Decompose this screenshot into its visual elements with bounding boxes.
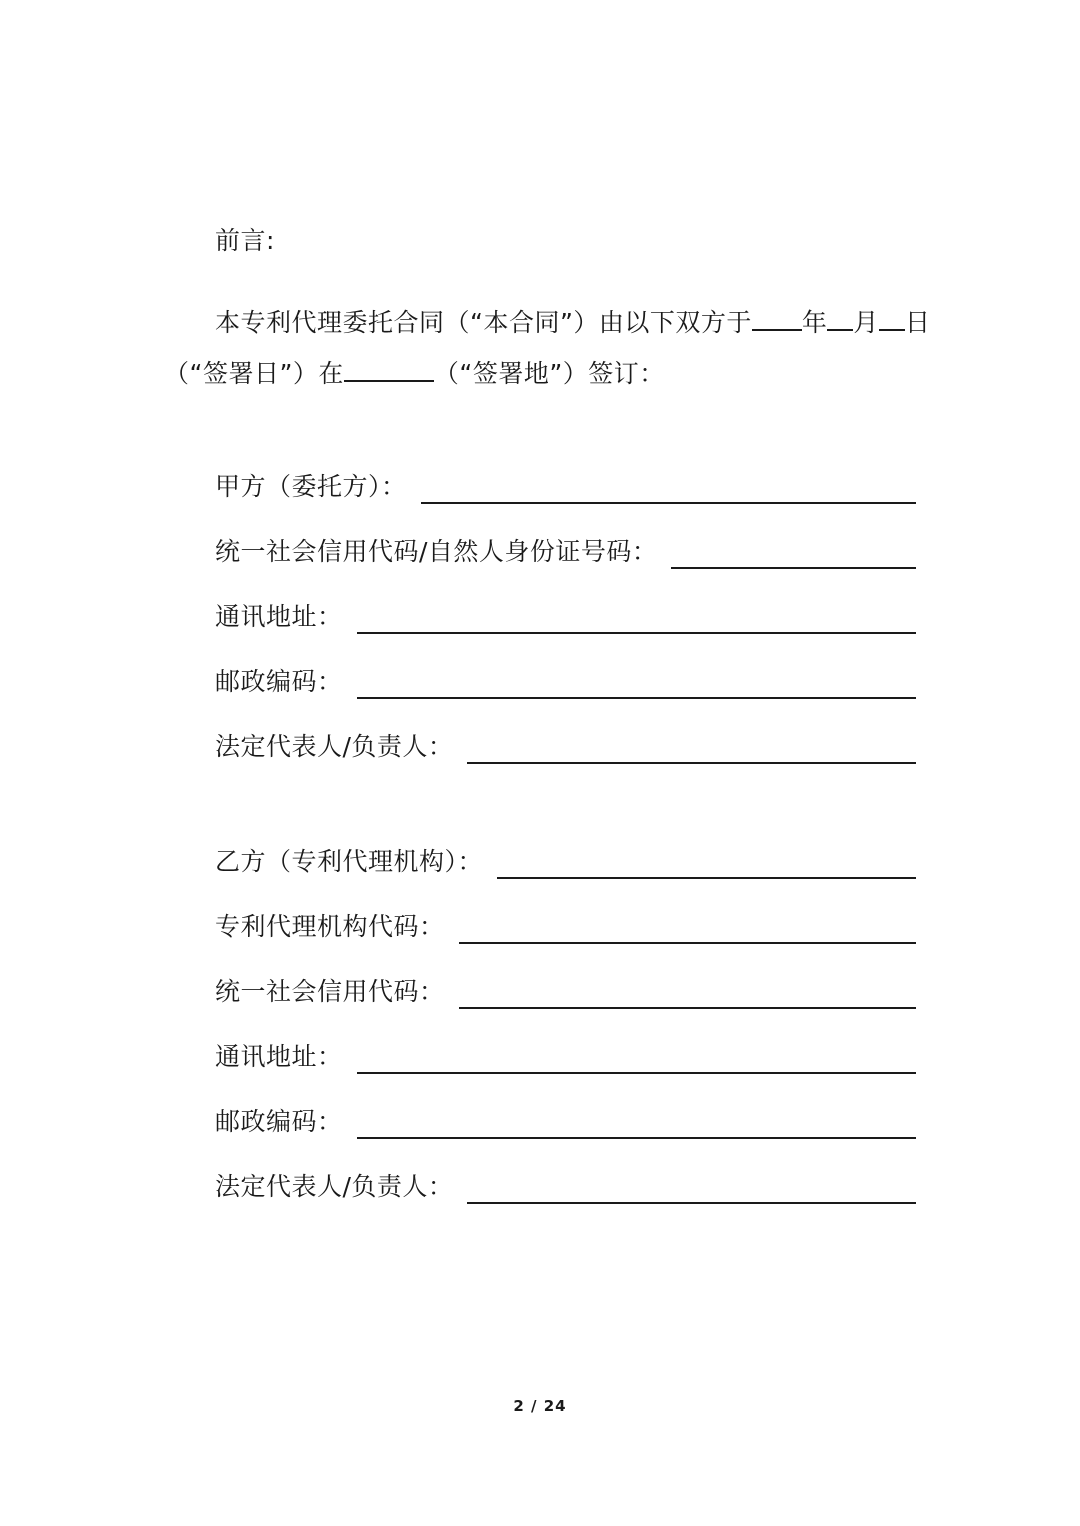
field-label: 甲方（委托方）： bbox=[215, 472, 407, 501]
party-b-name-field bbox=[215, 845, 916, 879]
party-a-representative-field bbox=[215, 730, 916, 764]
field-label: 通讯地址： bbox=[215, 1042, 343, 1071]
year-blank[interactable] bbox=[752, 305, 802, 331]
preface-intro-line-2 bbox=[164, 356, 665, 391]
fill-line[interactable] bbox=[421, 480, 916, 504]
fill-line[interactable] bbox=[459, 985, 916, 1009]
field-label: 专利代理机构代码： bbox=[215, 912, 445, 941]
fill-line[interactable] bbox=[357, 610, 916, 634]
signing-date-text: （“签署日”）在 bbox=[164, 359, 344, 388]
field-label: 统一社会信用代码： bbox=[215, 977, 445, 1006]
month-label: 月 bbox=[853, 308, 879, 337]
party-a-name-field bbox=[215, 470, 916, 504]
day-label: 日 bbox=[904, 308, 931, 337]
field-label: 乙方（专利代理机构）： bbox=[215, 847, 484, 876]
month-blank[interactable] bbox=[827, 305, 853, 331]
fill-line[interactable] bbox=[357, 675, 916, 699]
party-b-credit-code-field bbox=[215, 975, 916, 1009]
field-label: 法定代表人/负责人： bbox=[215, 732, 454, 761]
field-label: 法定代表人/负责人： bbox=[215, 1172, 454, 1201]
day-blank[interactable] bbox=[879, 305, 905, 331]
party-a-address-field bbox=[215, 600, 916, 634]
preface-heading: 前言: bbox=[215, 226, 275, 255]
party-b-postcode-field bbox=[215, 1105, 916, 1139]
field-label: 统一社会信用代码/自然人身份证号码： bbox=[215, 537, 658, 566]
fill-line[interactable] bbox=[467, 1180, 916, 1204]
preface-intro-line-1 bbox=[215, 305, 930, 340]
field-label: 通讯地址： bbox=[215, 602, 343, 631]
fill-line[interactable] bbox=[467, 740, 916, 764]
fill-line[interactable] bbox=[357, 1115, 916, 1139]
party-a-postcode-field bbox=[215, 665, 916, 699]
party-b-representative-field bbox=[215, 1170, 916, 1204]
fill-line[interactable] bbox=[497, 855, 916, 879]
signing-place-blank[interactable] bbox=[344, 356, 434, 382]
party-b-address-field bbox=[215, 1040, 916, 1074]
party-a-credit-code-field bbox=[215, 535, 916, 569]
field-label: 邮政编码： bbox=[215, 1107, 343, 1136]
fill-line[interactable] bbox=[357, 1050, 916, 1074]
signing-place-text: （“签署地”）签订： bbox=[433, 359, 665, 388]
intro-text: 本专利代理委托合同（“本合同”）由以下双方于 bbox=[215, 308, 752, 337]
fill-line[interactable] bbox=[671, 545, 916, 569]
year-label: 年 bbox=[801, 308, 828, 337]
party-b-agency-code-field bbox=[215, 910, 916, 944]
page-number: 2 / 24 bbox=[513, 1397, 567, 1415]
fill-line[interactable] bbox=[459, 920, 916, 944]
field-label: 邮政编码： bbox=[215, 667, 343, 696]
